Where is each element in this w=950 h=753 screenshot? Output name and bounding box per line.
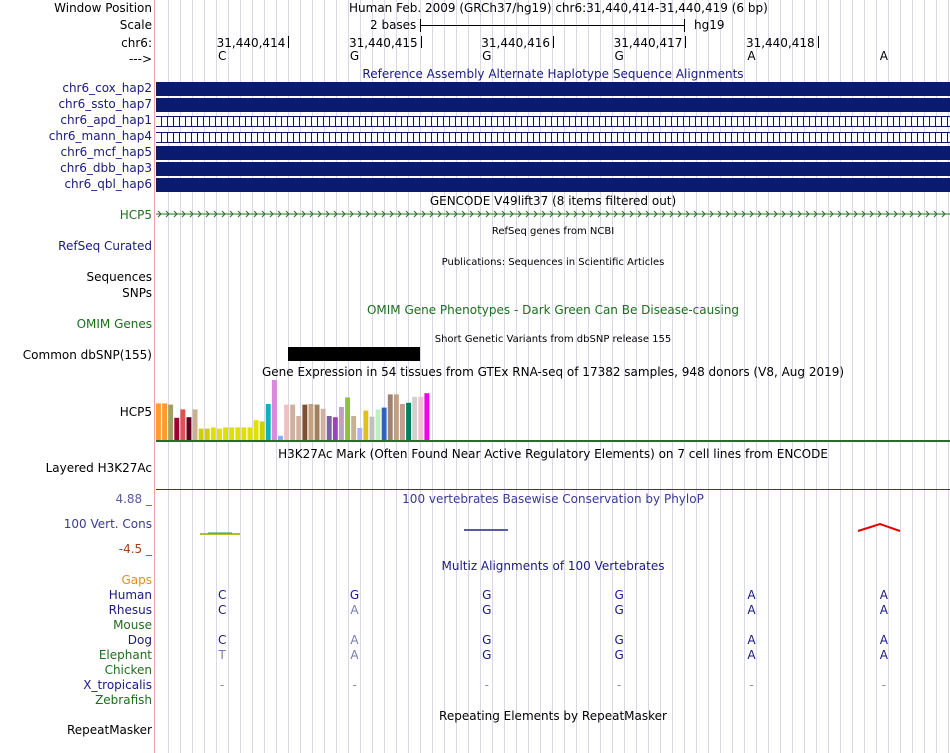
scale-db: hg19	[694, 18, 725, 32]
pubs-title: Publications: Sequences in Scientific Articles	[441, 257, 665, 268]
haplotype-alignment-bar[interactable]	[156, 98, 950, 112]
reference-base: G	[349, 49, 360, 63]
alt-haplotype-title: Reference Assembly Alternate Haplotype Sequence Alignments	[362, 67, 744, 81]
gtex-tissue-bar[interactable]	[400, 404, 405, 440]
gtex-tissue-bar[interactable]	[235, 427, 240, 440]
repeat-label[interactable]: RepeatMasker	[66, 723, 152, 737]
alignment-base: A	[350, 633, 359, 647]
alignment-base: G	[614, 588, 624, 602]
gtex-tissue-bar[interactable]	[333, 417, 338, 440]
alignment-base: A	[747, 603, 756, 617]
coordinate-label: 31,440,418	[745, 36, 815, 50]
alignment-base: C	[217, 603, 227, 617]
h3k27ac-label[interactable]: Layered H3K27Ac	[45, 461, 152, 475]
phylop-bottom-value: -4.5 _	[118, 542, 152, 556]
gencode-gene-label[interactable]: HCP5	[119, 208, 152, 222]
coordinate-tick	[421, 36, 422, 48]
phylop-signal	[156, 520, 950, 540]
gtex-tissue-bar[interactable]	[168, 405, 173, 440]
species-label[interactable]: Rhesus	[108, 603, 152, 617]
alignment-base: A	[879, 588, 888, 602]
gtex-tissue-bar[interactable]	[296, 416, 301, 440]
reference-base: G	[614, 49, 624, 63]
alignment-base: G	[482, 588, 492, 602]
gtex-tissue-bar[interactable]	[394, 394, 399, 440]
haplotype-label[interactable]: chr6_ssto_hap7	[58, 97, 152, 111]
alignment-base: C	[217, 633, 227, 647]
gtex-tissue-bar[interactable]	[266, 404, 271, 440]
gtex-tissue-bar[interactable]	[272, 380, 277, 440]
alignment-base: A	[747, 633, 756, 647]
h3k27ac-signal-line	[156, 489, 950, 490]
omim-title: OMIM Gene Phenotypes - Dark Green Can Be Disease-causing	[366, 303, 740, 317]
window-position-value: Human Feb. 2009 (GRCh37/hg19) chr6:31,440,414-31,440,419 (6 bp)	[349, 1, 768, 15]
species-label[interactable]: Mouse	[113, 618, 152, 632]
haplotype-alignment-bar[interactable]	[156, 162, 950, 176]
gtex-tissue-bar[interactable]	[284, 405, 289, 440]
reference-base: A	[879, 49, 888, 63]
scale-bar	[420, 25, 685, 26]
species-label[interactable]: Chicken	[104, 663, 152, 677]
coordinate-tick	[288, 36, 289, 48]
gtex-tissue-bar[interactable]	[388, 394, 393, 440]
alignment-base: C	[217, 588, 227, 602]
haplotype-label[interactable]: chr6_mcf_hap5	[60, 145, 152, 159]
coordinate-label: 31,440,415	[348, 36, 418, 50]
gtex-tissue-bar[interactable]	[357, 428, 362, 440]
species-label[interactable]: Dog	[127, 633, 152, 647]
refseq-title: RefSeq genes from NCBI	[491, 226, 615, 237]
gtex-tissue-bar[interactable]	[187, 417, 192, 440]
gaps-label[interactable]: Gaps	[121, 573, 152, 587]
gtex-tissue-bar[interactable]	[418, 397, 423, 440]
gtex-tissue-bar[interactable]	[248, 427, 253, 440]
phylop-title: 100 vertebrates Basewise Conservation by PhyloP	[402, 492, 704, 506]
scale-bar-left-tick	[420, 19, 421, 32]
species-label[interactable]: Human	[108, 588, 152, 602]
dbsnp-label[interactable]: Common dbSNP(155)	[22, 348, 152, 362]
omim-label[interactable]: OMIM Genes	[76, 317, 152, 331]
alignment-base: G	[614, 648, 624, 662]
alignment-base: -	[616, 678, 622, 692]
gtex-gene-label[interactable]: HCP5	[119, 405, 152, 419]
reference-base: G	[482, 49, 492, 63]
gtex-tissue-bar[interactable]	[339, 407, 344, 440]
gtex-tissue-bar[interactable]	[315, 405, 320, 440]
alignment-base: A	[879, 603, 888, 617]
alignment-base: G	[349, 588, 360, 602]
gtex-tissue-bar[interactable]	[302, 405, 307, 440]
reference-base: A	[747, 49, 756, 63]
gtex-tissue-bar[interactable]	[424, 393, 429, 440]
alignment-base: A	[747, 648, 756, 662]
gtex-tissue-bar[interactable]	[199, 429, 204, 440]
haplotype-alignment-bar[interactable]	[156, 146, 950, 160]
gtex-baseline	[156, 440, 950, 442]
alignment-base: G	[482, 648, 492, 662]
species-label[interactable]: X_tropicalis	[83, 678, 152, 692]
haplotype-alignment-bar[interactable]	[156, 132, 950, 143]
alignment-base: G	[614, 633, 624, 647]
alignment-base: G	[482, 603, 492, 617]
gtex-tissue-bar[interactable]	[345, 397, 350, 440]
coordinate-label: 31,440,417	[613, 36, 683, 50]
gtex-tissue-bar[interactable]	[174, 418, 179, 440]
haplotype-label[interactable]: chr6_dbb_hap3	[60, 161, 152, 175]
gencode-title: GENCODE V49lift37 (8 items filtered out)	[429, 194, 677, 208]
chrom-label: chr6:	[121, 36, 152, 50]
gtex-tissue-bar[interactable]	[376, 409, 381, 440]
coordinate-label: 31,440,414	[216, 36, 286, 50]
gtex-title: Gene Expression in 54 tissues from GTEx RNA-seq of 17382 samples, 948 donors (V8, Aug 2019)	[261, 365, 845, 379]
phylop-top-value: 4.88 _	[115, 492, 152, 506]
gtex-tissue-bar[interactable]	[193, 409, 198, 440]
gtex-tissue-bar[interactable]	[278, 436, 283, 440]
dbsnp-variant-block[interactable]	[288, 347, 420, 361]
refseq-label[interactable]: RefSeq Curated	[58, 239, 152, 253]
alignment-base: G	[482, 633, 492, 647]
gtex-expression-chart[interactable]	[156, 380, 950, 442]
alignment-base: T	[218, 648, 226, 662]
gtex-tissue-bar[interactable]	[217, 429, 222, 440]
alignment-base: A	[879, 648, 888, 662]
repeat-title: Repeating Elements by RepeatMasker	[439, 709, 667, 723]
species-label[interactable]: Zebrafish	[95, 693, 152, 707]
window-position-label: Window Position	[54, 1, 152, 15]
gtex-tissue-bar[interactable]	[327, 416, 332, 440]
gtex-tissue-bar[interactable]	[351, 416, 356, 440]
scale-bar-right-tick	[684, 19, 685, 32]
coordinate-label: 31,440,416	[481, 36, 550, 50]
haplotype-alignment-bar[interactable]	[156, 116, 950, 127]
pubs-label[interactable]: Sequences	[86, 270, 152, 284]
track-label-divider	[154, 0, 155, 753]
gtex-tissue-bar[interactable]	[241, 427, 246, 440]
alignment-base: -	[749, 678, 754, 692]
gtex-tissue-bar[interactable]	[223, 427, 228, 440]
gtex-tissue-bar[interactable]	[363, 411, 368, 440]
coordinate-tick	[818, 36, 819, 48]
gtex-tissue-bar[interactable]	[370, 417, 375, 440]
gtex-tissue-bar[interactable]	[162, 403, 167, 440]
gtex-tissue-bar[interactable]	[156, 403, 161, 440]
alignment-base: -	[352, 678, 357, 692]
alignment-base: A	[747, 588, 756, 602]
gtex-tissue-bar[interactable]	[321, 409, 326, 440]
gtex-tissue-bar[interactable]	[254, 420, 259, 440]
alignment-base: -	[881, 678, 886, 692]
gtex-tissue-bar[interactable]	[260, 421, 265, 440]
dbsnp-title: Short Genetic Variants from dbSNP release 155	[434, 334, 672, 345]
alignment-base: A	[350, 603, 359, 617]
haplotype-label[interactable]: chr6_apd_hap1	[60, 113, 152, 127]
gtex-tissue-bar[interactable]	[309, 404, 314, 440]
alignment-base: A	[879, 633, 888, 647]
haplotype-label[interactable]: chr6_cox_hap2	[62, 81, 152, 95]
scale-label: Scale	[119, 18, 152, 32]
alignment-base: -	[484, 678, 489, 692]
snps-label[interactable]: SNPs	[122, 286, 152, 300]
gtex-tissue-bar[interactable]	[290, 405, 295, 440]
species-label[interactable]: Elephant	[98, 648, 152, 662]
phylop-label[interactable]: 100 Vert. Cons	[63, 517, 152, 531]
gtex-tissue-bar[interactable]	[229, 427, 234, 440]
gtex-tissue-bar[interactable]	[211, 427, 216, 440]
haplotype-label[interactable]: chr6_mann_hap4	[48, 129, 152, 143]
scale-value: 2 bases	[370, 18, 417, 32]
alignment-base: A	[350, 648, 359, 662]
multiz-title: Multiz Alignments of 100 Vertebrates	[441, 559, 665, 573]
haplotype-label[interactable]: chr6_qbl_hap6	[64, 177, 152, 191]
gencode-gene-track[interactable]	[156, 208, 950, 220]
alignment-base: G	[614, 603, 624, 617]
haplotype-alignment-bar[interactable]	[156, 178, 950, 192]
coordinate-tick	[553, 36, 554, 48]
strand-label: --->	[128, 52, 152, 66]
reference-base: C	[217, 49, 227, 63]
gtex-tissue-bar[interactable]	[180, 409, 185, 440]
gtex-tissue-bar[interactable]	[382, 408, 387, 440]
gtex-tissue-bar[interactable]	[412, 397, 417, 440]
h3k27ac-title: H3K27Ac Mark (Often Found Near Active Regulatory Elements) on 7 cell lines from ENCODE	[278, 447, 828, 461]
gtex-tissue-bar[interactable]	[205, 429, 210, 440]
coordinate-tick	[685, 36, 686, 48]
gtex-tissue-bar[interactable]	[406, 403, 411, 440]
haplotype-alignment-bar[interactable]	[156, 82, 950, 96]
alignment-base: -	[219, 678, 225, 692]
